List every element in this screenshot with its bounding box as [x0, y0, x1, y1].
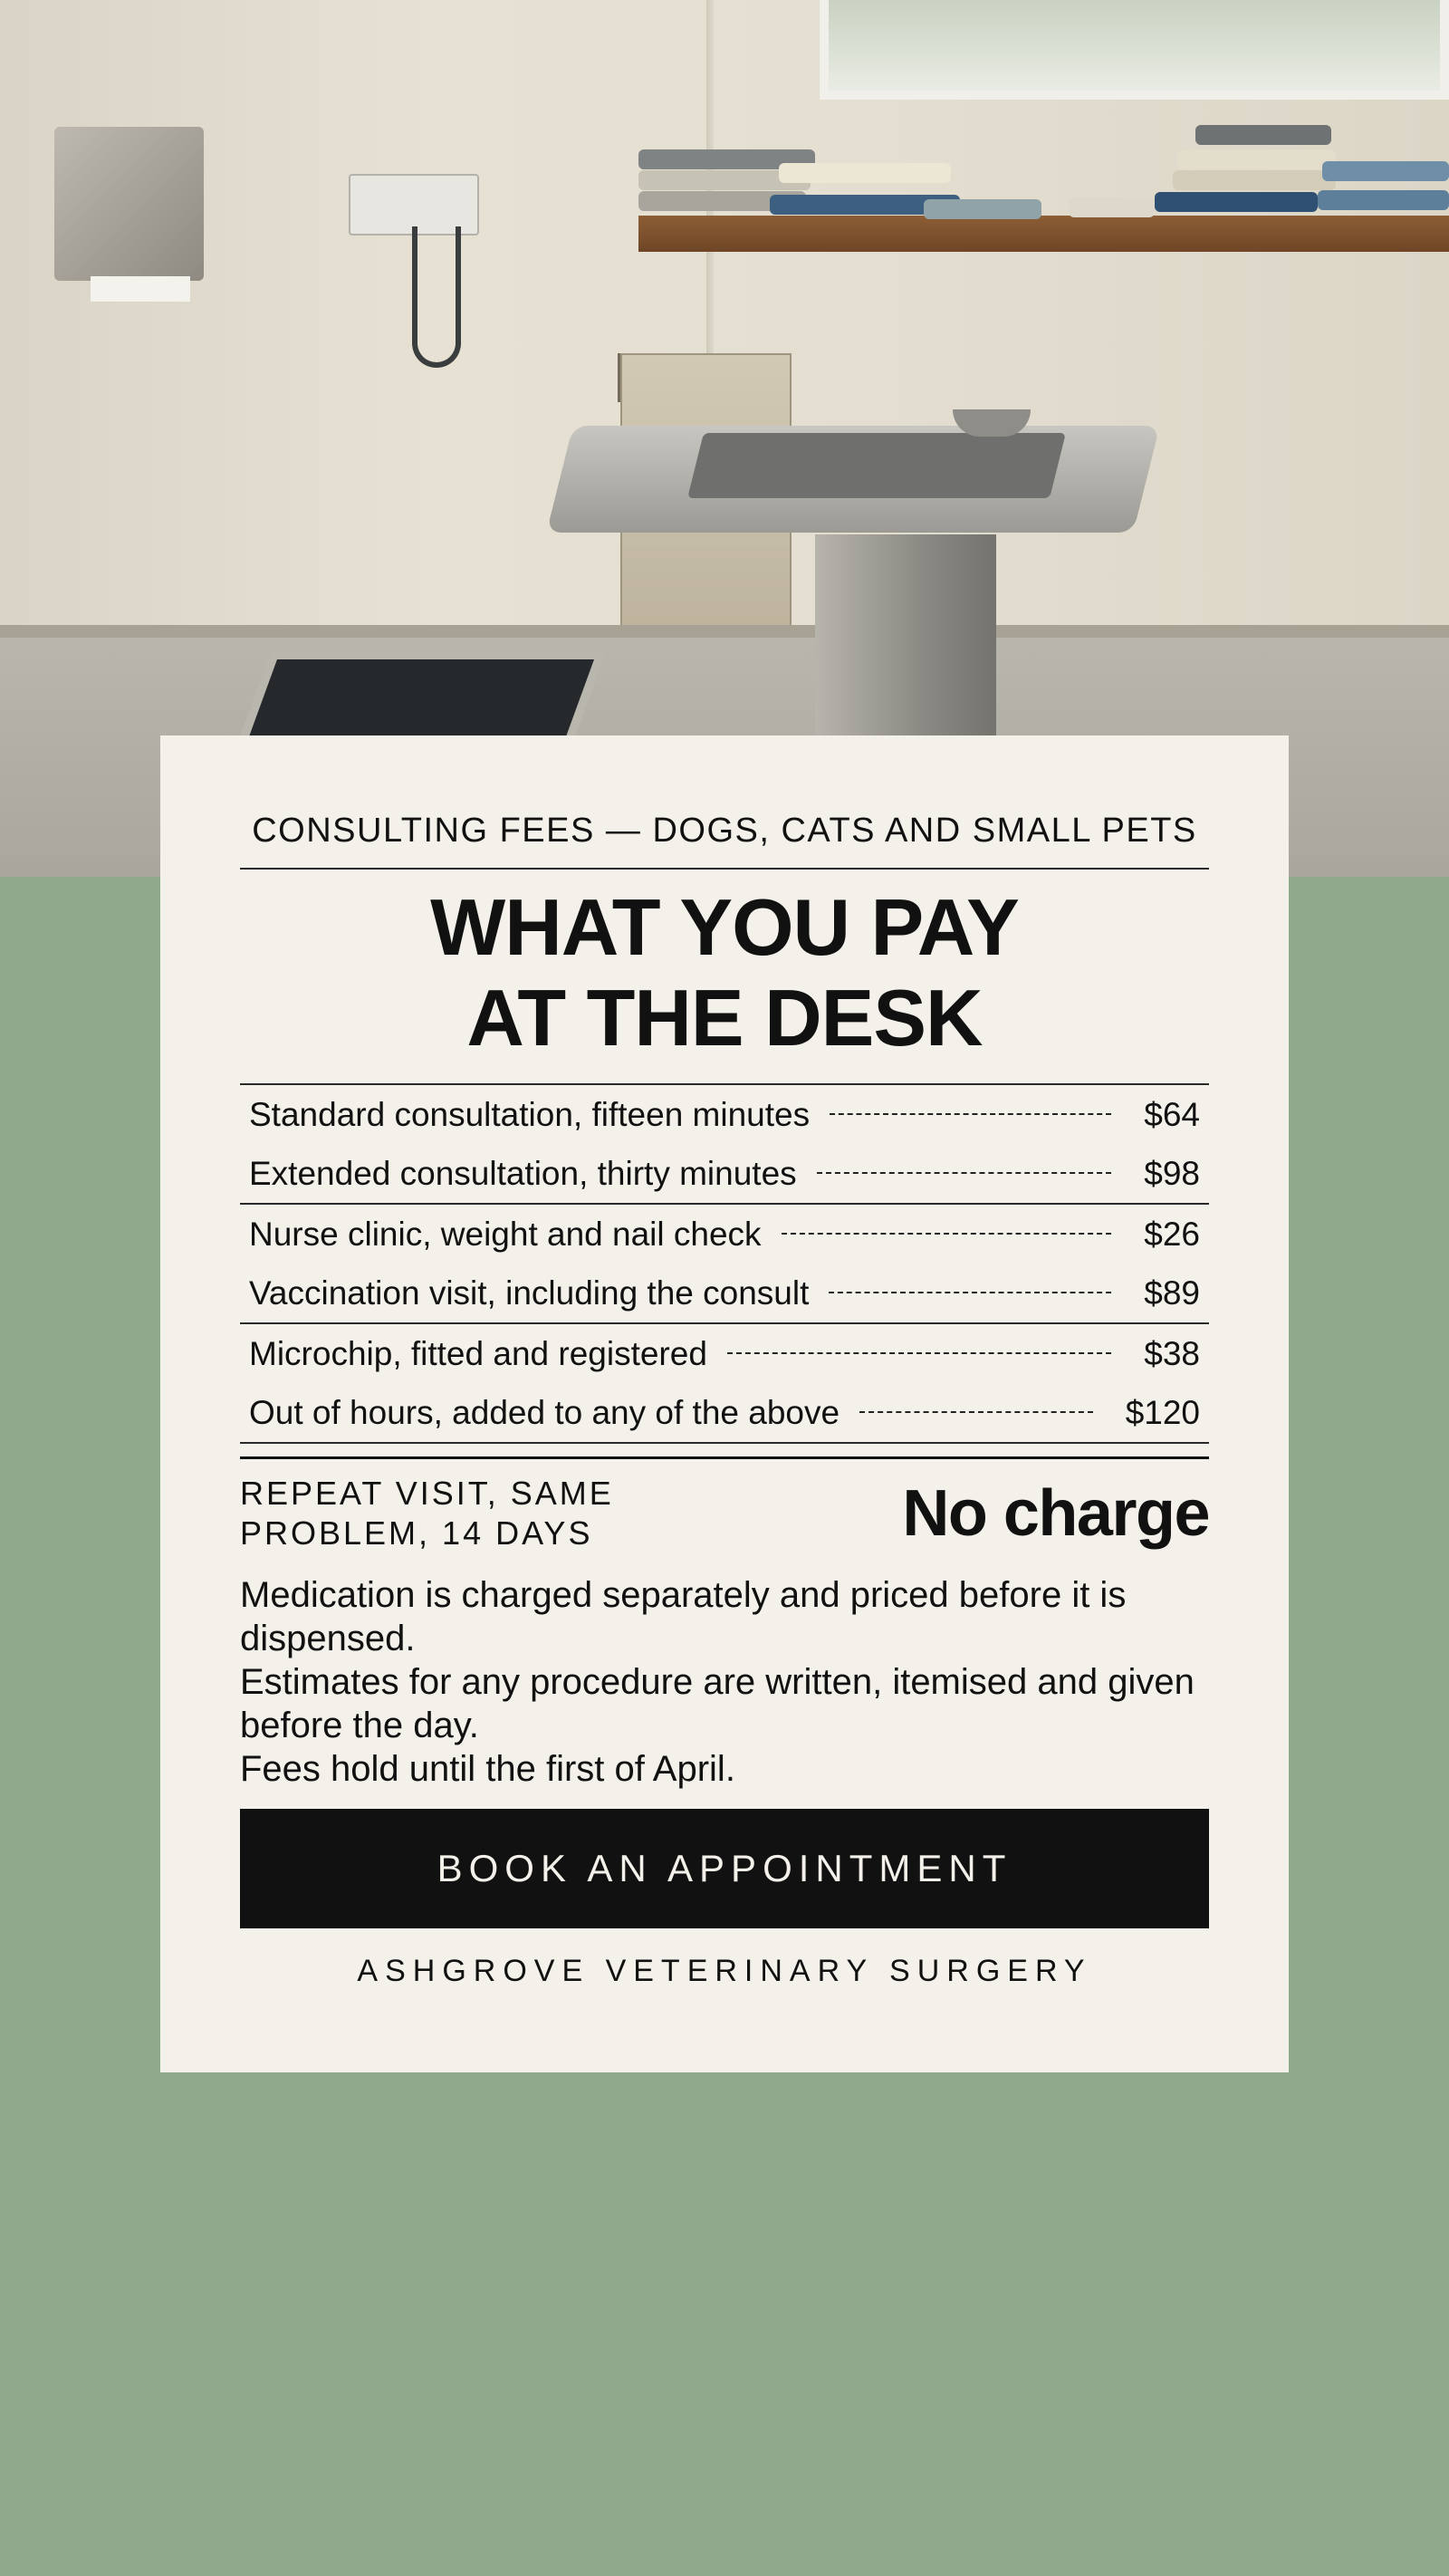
fee-price: $38	[1144, 1335, 1200, 1372]
fee-label: Out of hours, added to any of the above	[249, 1394, 840, 1431]
notes	[240, 1573, 1209, 1791]
fee-row	[240, 1324, 1209, 1383]
fee-label: Nurse clinic, weight and nail check	[249, 1216, 762, 1253]
shelf	[638, 216, 1449, 252]
headline-line-1: WHAT YOU PAY	[430, 882, 1019, 972]
dotted-leader	[829, 1292, 1111, 1293]
fee-group	[240, 1085, 1209, 1205]
repeat-visit-label: REPEAT VISIT, SAME PROBLEM, 14 DAYS	[240, 1475, 614, 1552]
window	[820, 0, 1449, 100]
paper-towel-dispenser	[54, 127, 204, 281]
headline-line-2: AT THE DESK	[466, 973, 983, 1062]
fee-row	[240, 1144, 1209, 1203]
book-appointment-button[interactable]: BOOK AN APPOINTMENT	[240, 1809, 1209, 1928]
fee-label: Vaccination visit, including the consult	[249, 1274, 810, 1312]
dotted-leader	[817, 1172, 1112, 1174]
fee-price: $98	[1144, 1155, 1200, 1192]
dotted-leader	[727, 1352, 1111, 1354]
eyebrow: CONSULTING FEES — DOGS, CATS AND SMALL PETS	[240, 813, 1209, 870]
fee-row	[240, 1264, 1209, 1322]
fee-label: Microchip, fitted and registered	[249, 1335, 707, 1372]
divider	[240, 1456, 1209, 1459]
fee-group	[240, 1205, 1209, 1324]
fee-row	[240, 1205, 1209, 1264]
brand-name: ASHGROVE VETERINARY SURGERY	[357, 1954, 1092, 1988]
dotted-leader	[782, 1233, 1112, 1235]
note: Fees hold until the first of April.	[240, 1749, 735, 1789]
headline	[240, 882, 1209, 1083]
repeat-visit-value: No charge	[902, 1477, 1209, 1550]
dotted-leader	[830, 1113, 1111, 1115]
fee-table	[240, 1083, 1209, 1444]
repeat-visit	[240, 1474, 1209, 1553]
fee-price: $64	[1144, 1096, 1200, 1133]
fee-label: Standard consultation, fifteen minutes	[249, 1096, 811, 1133]
fee-label: Extended consultation, thirty minutes	[249, 1155, 797, 1192]
note: Medication is charged separately and priced before it is dispensed.	[240, 1575, 1127, 1658]
fee-row	[240, 1383, 1209, 1442]
fee-price: $89	[1144, 1274, 1200, 1312]
dotted-leader	[859, 1411, 1093, 1413]
fee-group	[240, 1324, 1209, 1442]
fee-price: $26	[1144, 1216, 1200, 1253]
fee-card	[160, 735, 1289, 2072]
floor-scale	[235, 650, 606, 748]
note: Estimates for any procedure are written, itemised and given before the day.	[240, 1662, 1195, 1745]
fee-row	[240, 1085, 1209, 1144]
fee-price: $120	[1125, 1394, 1200, 1431]
